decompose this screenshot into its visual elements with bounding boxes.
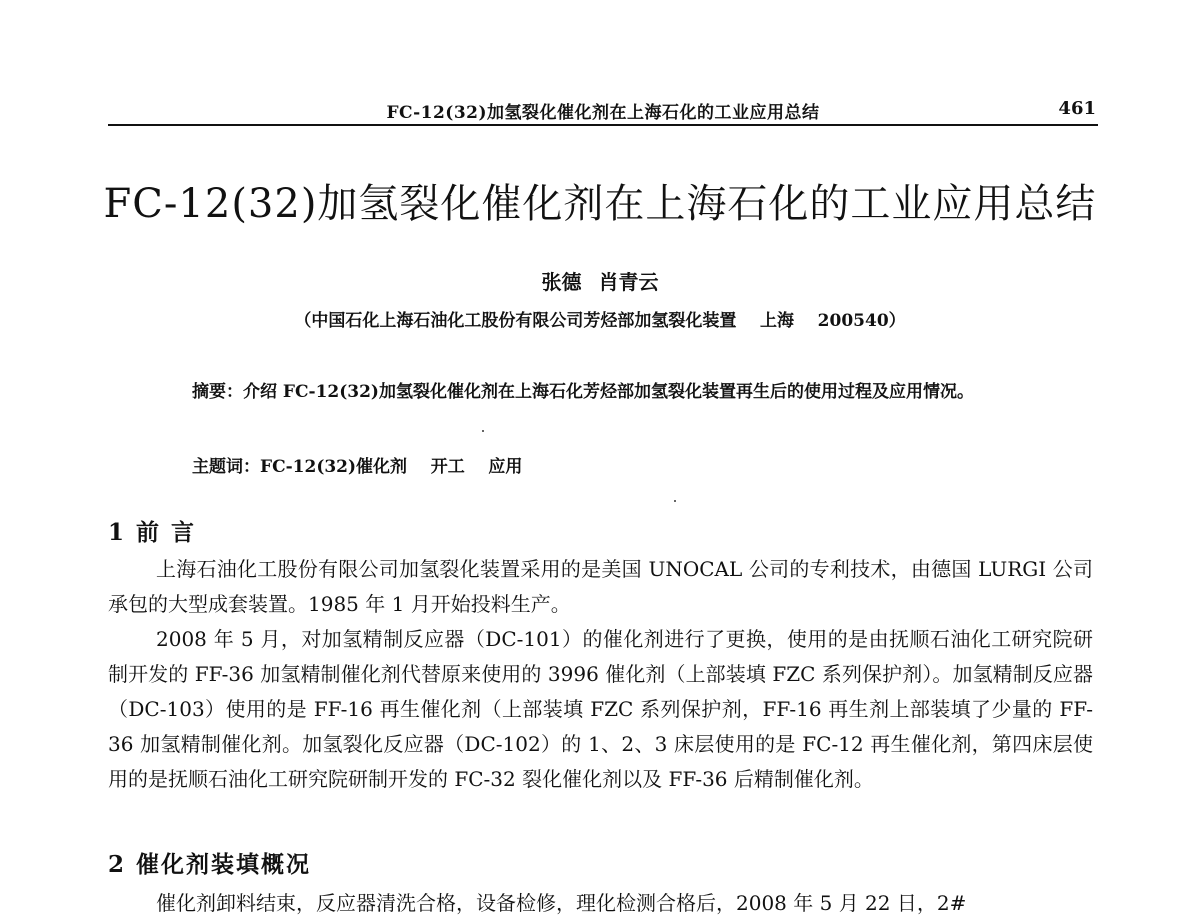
running-title: FC-12(32)加氢裂化催化剂在上海石化的工业应用总结 (386, 103, 820, 123)
paragraph-3: 催化剂卸料结束，反应器清洗合格，设备检修，理化检测合格后，2008 年 5 月 22 日，2# (156, 891, 967, 915)
scan-speck (482, 430, 484, 432)
authors: 张德 肖青云 (541, 270, 659, 294)
section-heading-1: 1 前 言 (108, 519, 197, 546)
keywords-text: FC-12(32)催化剂 开工 应用 (260, 457, 523, 477)
paragraph-1: 上海石油化工股份有限公司加氢裂化装置采用的是美国 UNOCAL 公司的专利技术，由德国 LURGI 公司承包的大型成套装置。1985 年 1 月开始投料生产。 (108, 557, 1093, 616)
keywords (192, 452, 522, 477)
page-number: 461 (1058, 98, 1096, 119)
keywords-label: 主题词： (192, 457, 260, 477)
affiliation: （中国石化上海石油化工股份有限公司芳烃部加氢裂化装置 上海 200540） (294, 311, 906, 331)
running-header (108, 96, 1098, 126)
abstract-label: 摘要： (192, 382, 243, 402)
paper-title: FC-12(32)加氢裂化催化剂在上海石化的工业应用总结 (103, 181, 1097, 227)
paragraph-2: 2008 年 5 月，对加氢精制反应器（DC-101）的催化剂进行了更换，使用的是由抚顺石油化工研究院研制开发的 FF-36 加氢精制催化剂代替原来使用的 3996 催化剂（上部装填 FZC 系列保护剂）。加氢精制反应器（DC-103）使用的是 FF-16 再生催化剂（上部装填 FZC 系列保护剂，FF-16 再生剂上部装填了少量的 FF-36 加氢精制催化剂。加氢裂化反应器（DC-102）的 1、2、3 床层使用的是 FC-12 再生催化剂，第四床层使用的是抚顺石油化工研究院研制开发的 FC-32 裂化催化剂以及 FF-36 后精制催化剂。 (108, 627, 1093, 791)
section-heading-2: 2 催化剂装填概况 (108, 851, 312, 878)
scan-speck (674, 500, 676, 502)
abstract-text: 介绍 FC-12(32)加氢裂化催化剂在上海石化芳烃部加氢裂化装置再生后的使用过程及应用情况。 (243, 382, 974, 402)
abstract (150, 376, 1050, 409)
